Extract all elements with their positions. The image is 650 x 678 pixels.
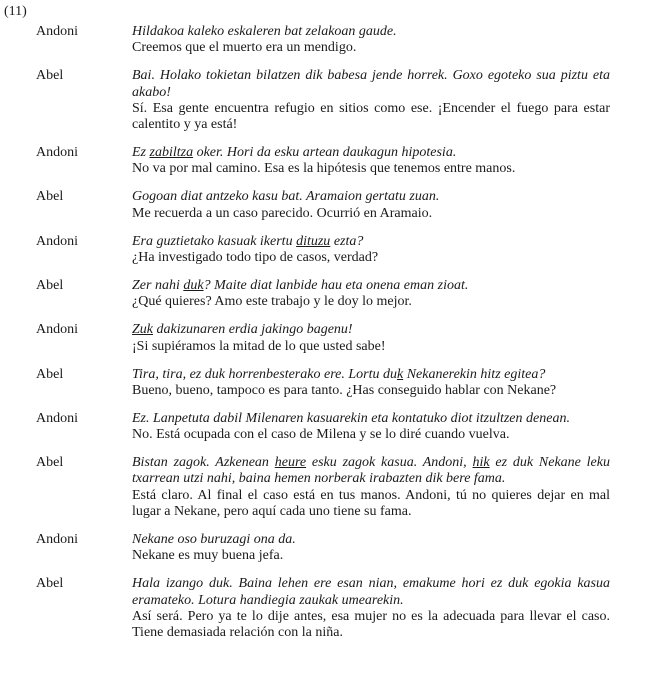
- dialogue-turn: [0, 455, 650, 520]
- text-segment: Gogoan diat antzeko kasu bat. Aramaion gertatu zuan.: [132, 189, 440, 205]
- text-segment: Hala izango duk. Baina lehen ere esan nian, emakume hori ez duk egokia kasua eramateko. Lotura handiegia zaukak umearekin.: [132, 576, 610, 608]
- text-segment: ? Maite diat lanbide hau eta onena eman zioat.: [203, 278, 469, 293]
- basque-line: [132, 68, 610, 101]
- dialogue-turn: [0, 532, 650, 565]
- basque-line: [132, 189, 610, 205]
- basque-line: [132, 145, 610, 161]
- utterance: [132, 189, 610, 222]
- spanish-translation: No. Está ocupada con el caso de Milena y se lo diré cuando vuelva.: [132, 427, 510, 443]
- underlined-segment: zabiltza: [149, 145, 194, 161]
- basque-line: [132, 234, 610, 250]
- dialogue-turn: [0, 411, 650, 444]
- text-segment: Tira, tira, ez duk horrenbesterako ere. Lortu du: [132, 366, 397, 382]
- text-segment: Ez: [132, 145, 150, 161]
- spanish-translation: ¡Si supiéramos la mitad de lo que usted sabe!: [132, 338, 386, 354]
- underlined-segment: heure: [274, 455, 307, 471]
- spanish-translation: No va por mal camino. Esa es la hipótesis que tenemos entre manos.: [132, 161, 516, 177]
- text-segment: Zer nahi: [132, 278, 184, 293]
- utterance: [132, 234, 610, 267]
- spanish-translation: Me recuerda a un caso parecido. Ocurrió en Aramaio.: [132, 205, 433, 221]
- utterance: [132, 145, 610, 178]
- speaker-name: Abel: [36, 366, 64, 382]
- spanish-translation: Bueno, bueno, tampoco es para tanto. ¿Has conseguido hablar con Nekane?: [132, 382, 557, 398]
- text-segment: Era guztietako kasuak ikertu: [132, 233, 297, 249]
- utterance: [132, 68, 610, 133]
- basque-line: [132, 24, 610, 40]
- basque-line: [132, 278, 610, 294]
- speaker-name: Abel: [36, 68, 64, 84]
- speaker-name: Andoni: [36, 532, 78, 547]
- dialogue-turn: [0, 278, 650, 311]
- text-segment: Nekanerekin hitz egitea?: [403, 366, 546, 382]
- text-segment: Ez. Lanpetuta dabil Milenaren kasuarekin eta kontatuko diot itzultzen denean.: [132, 410, 570, 426]
- dialogue-turn: [0, 189, 650, 222]
- underlined-segment: hik: [472, 455, 490, 471]
- spanish-translation: Nekane es muy buena jefa.: [132, 548, 284, 564]
- example-number: (11): [4, 4, 27, 19]
- dialogue-table: [0, 24, 650, 653]
- underlined-segment: duk: [183, 278, 204, 293]
- basque-line: [132, 411, 610, 427]
- speaker-name: Abel: [36, 455, 64, 471]
- utterance: [132, 367, 610, 400]
- speaker-name: Andoni: [36, 145, 78, 161]
- basque-line: [132, 455, 610, 488]
- utterance: [132, 278, 610, 311]
- dialogue-turn: [0, 322, 650, 355]
- utterance: [132, 322, 610, 355]
- text-segment: Bai. Holako tokietan bilatzen dik babesa jende horrek. Goxo egoteko sua piztu eta akabo!: [132, 68, 610, 100]
- speaker-name: Abel: [36, 576, 64, 592]
- spanish-translation: Así será. Pero ya te lo dije antes, esa mujer no es la adecuada para llevar el caso. Tiene demasiada relación con la niña.: [132, 608, 610, 641]
- speaker-name: Andoni: [36, 24, 78, 39]
- utterance: [132, 532, 610, 565]
- text-segment: Bistan zagok. Azkenean: [132, 455, 275, 471]
- dialogue-turn: [0, 234, 650, 267]
- speaker-name: Andoni: [36, 410, 78, 426]
- text-segment: Nekane oso buruzagi ona da.: [132, 532, 296, 547]
- dialogue-turn: [0, 367, 650, 400]
- text-segment: Hildakoa kaleko eskaleren bat zelakoan gaude.: [132, 24, 397, 39]
- text-segment: ez duk Nekane leku txarrean utzi nahi, baina hemen norberak irabazten dik bere fama.: [132, 455, 610, 487]
- spanish-translation: ¿Qué quieres? Amo este trabajo y le doy lo mejor.: [132, 294, 412, 310]
- basque-line: [132, 532, 610, 548]
- basque-line: [132, 576, 610, 609]
- speaker-name: Abel: [36, 278, 64, 293]
- underlined-segment: Zuk: [132, 322, 153, 338]
- dialogue-turn: [0, 145, 650, 178]
- utterance: [132, 576, 610, 641]
- speaker-name: Andoni: [36, 233, 78, 249]
- text-segment: ezta?: [330, 233, 364, 249]
- speaker-name: Abel: [36, 189, 64, 205]
- dialogue-turn: [0, 68, 650, 133]
- text-segment: oker. Hori da esku artean daukagun hipotesia.: [193, 145, 457, 161]
- spanish-translation: Está claro. Al final el caso está en tus manos. Andoni, tú no quieres dejar en mal lugar a Nekane, pero aquí cada uno tiene su fama.: [132, 487, 610, 520]
- spanish-translation: ¿Ha investigado todo tipo de casos, verdad?: [132, 250, 379, 266]
- text-segment: esku zagok kasua. Andoni,: [306, 455, 473, 471]
- dialogue-turn: [0, 576, 650, 641]
- basque-line: [132, 322, 610, 338]
- utterance: [132, 24, 610, 57]
- spanish-translation: Creemos que el muerto era un mendigo.: [132, 40, 357, 56]
- utterance: [132, 411, 610, 444]
- underlined-segment: k: [396, 366, 404, 382]
- dialogue-turn: [0, 24, 650, 57]
- basque-line: [132, 367, 610, 383]
- spanish-translation: Sí. Esa gente encuentra refugio en sitios como ese. ¡Encender el fuego para estar calentito y ya está!: [132, 100, 610, 133]
- underlined-segment: dituzu: [296, 233, 331, 249]
- speaker-name: Andoni: [36, 322, 78, 338]
- utterance: [132, 455, 610, 520]
- text-segment: dakizunaren erdia jakingo bagenu!: [153, 322, 353, 338]
